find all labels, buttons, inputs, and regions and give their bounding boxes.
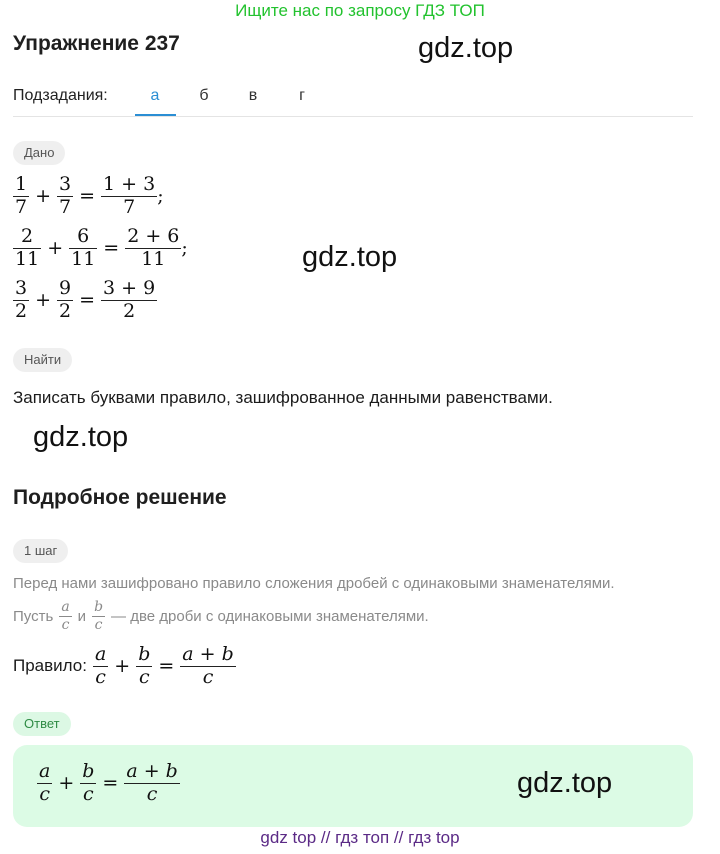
task-text: Записать буквами правило, зашифрованное данными равенствами. [13,388,553,407]
given-badge: Дано [13,141,65,165]
fraction: $\frac{3}{2}$ [15,276,28,322]
step-badge: 1 шаг [13,539,68,563]
solution-heading: Подробное решение [13,486,227,509]
fraction: $\frac{a}{c}$ [39,760,51,805]
fraction: $\frac{1}{7}$ [15,172,28,218]
semicolon: ; [157,185,164,207]
fraction: $\frac{9}{2}$ [59,276,72,322]
equation-line [13,274,188,326]
watermark: gdz.top [302,241,398,273]
tab-a[interactable]: а [150,87,160,104]
answer-badge: Ответ [13,712,71,736]
plus-sign: + [114,655,131,677]
fraction: $\frac{6}{11}$ [71,224,96,270]
fraction: $\frac{2}{11}$ [15,224,40,270]
solution-line-1: Перед нами зашифровано правило сложения дробей с одинаковыми знаменателями. [13,575,615,592]
equals-sign: = [79,289,96,311]
fraction: $\frac{3 + 9}{2}$ [103,276,156,322]
fraction: $\frac{b}{c}$ [82,760,95,805]
fraction: $\frac{a}{c}$ [94,642,107,688]
equation-line [13,222,188,274]
equals-sign: = [158,655,175,677]
fraction: $\frac{2 + 6}{11}$ [127,224,180,270]
fraction-b-c: $\frac{b}{c}$ [94,599,104,633]
tabs-divider [13,116,693,117]
text-suffix: — две дроби с одинаковыми знаменателями. [111,607,429,625]
active-tab-indicator [135,114,176,116]
page-title: Упражнение 237 [13,32,180,55]
watermark: gdz.top [33,421,129,453]
text-prefix: Пусть [13,607,54,625]
equals-sign: = [102,772,119,795]
tab-g[interactable]: г [299,87,305,104]
find-badge: Найти [13,348,72,372]
watermark: gdz.top [517,767,613,799]
search-banner: Ищите нас по запросу ГДЗ ТОП [235,1,485,20]
plus-sign: + [58,772,75,795]
subtasks-label: Подзадания: [13,87,108,104]
plus-sign: + [35,185,52,207]
tab-b[interactable]: б [199,87,209,104]
equals-sign: = [103,237,120,259]
answer-box [13,745,693,827]
fraction: $\frac{1 + 3}{7}$ [103,172,156,218]
tab-v[interactable]: в [248,87,258,104]
equation-line [13,170,188,222]
text-and: и [77,607,87,625]
footer-links[interactable]: gdz top // гдз топ // гдз top [260,828,460,847]
rule-label: Правило: [13,656,87,675]
equals-sign: = [79,185,96,207]
semicolon: ; [181,237,188,259]
fraction: $\frac{b}{c}$ [138,642,151,688]
fraction: $\frac{a + b}{c}$ [182,642,234,688]
fraction: $\frac{a + b}{c}$ [126,760,178,805]
rule-formula [93,644,236,689]
plus-sign: + [35,289,52,311]
answer-formula [37,761,180,806]
watermark: gdz.top [418,32,514,64]
fraction: $\frac{3}{7}$ [59,172,72,218]
solution-line-2 [13,594,429,638]
fraction-a-c: $\frac{a}{c}$ [61,599,70,633]
plus-sign: + [47,237,64,259]
given-equations [13,170,188,326]
rule-line [13,640,236,692]
